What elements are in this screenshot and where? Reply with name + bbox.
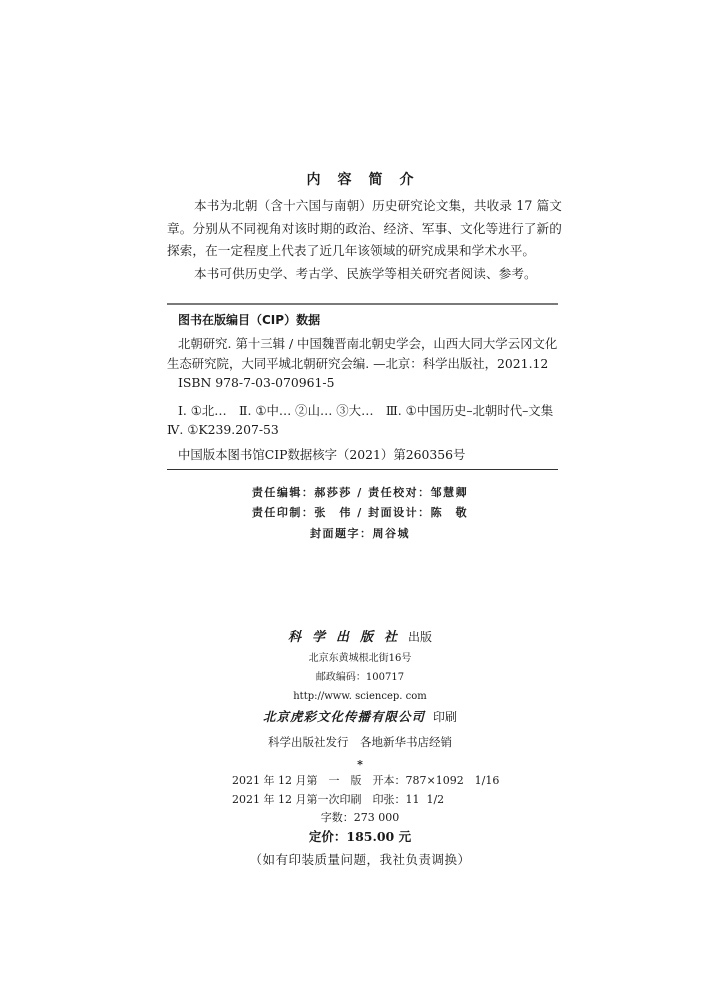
credits-editors: 责任编辑：郝莎莎 / 责任校对：邹慧卿: [251, 486, 469, 499]
cip-bottom-rule: [167, 469, 558, 470]
cip-heading: 图书在版编目（CIP）数据: [178, 313, 321, 327]
cip-approval-number: 中国版本图书馆CIP数据核字（2021）第260356号: [178, 447, 466, 462]
cip-classification: Ⅳ. ①K239.207-53: [167, 422, 279, 437]
distribution-line: 科学出版社发行 各地新华书店经销: [268, 735, 452, 749]
cip-title-line: 生态研究院，大同平城北朝研究会编. —北京：科学出版社，2021.12: [167, 356, 549, 371]
printing-line: 2021 年 12 月第一次印刷 印张：11 1/2: [232, 793, 445, 806]
publisher-line: [0, 629, 720, 646]
printer-name: 北京虎彩文化传播有限公司: [262, 709, 425, 724]
cip-isbn: ISBN 978-7-03-070961-5: [178, 375, 335, 390]
publisher-postcode: 邮政编码：100717: [315, 672, 405, 683]
summary-body: [167, 195, 562, 285]
publisher-address: 北京东黄城根北街16号: [308, 653, 412, 664]
credits-production: 责任印制：张 伟 / 封面设计：陈 敬: [251, 506, 469, 519]
cip-title-line: 北朝研究. 第十三辑 / 中国魏晋南北朝史学会，山西大同大学云冈文化: [178, 336, 558, 351]
summary-paragraph: 本书可供历史学、考古学、民族学等相关研究者阅读、参考。: [194, 265, 537, 281]
printer-action: 印刷: [433, 710, 458, 724]
summary-title: 内容简介: [306, 172, 431, 188]
summary-paragraph: 本书为北朝（含十六国与南朝）历史研究论文集，共收录 17 篇文章。分别从不同视角对该时期的政治、经济、军事、文化等进行了新的探索，在一定程度上代表了近几年该领域的研究成果和学术水平。: [167, 198, 562, 258]
separator-asterisk: *: [357, 758, 363, 771]
cip-classification: Ⅰ. ①北… Ⅱ. ①中… ②山… ③大… Ⅲ. ①中国历史–北朝时代–文集: [178, 403, 554, 418]
publisher-name: 科学出版社: [287, 630, 408, 645]
quality-notice: （如有印装质量问题，我社负责调换）: [249, 852, 471, 867]
printer-line: [0, 709, 720, 725]
edition-line: 2021 年 12 月第 一 版 开本：787×1092 1/16: [232, 774, 500, 787]
credits-cover-calligraphy: 封面题字：周谷城: [310, 527, 410, 540]
publisher-action: 出版: [408, 630, 433, 644]
word-count: 字数：273 000: [320, 811, 400, 824]
publisher-website: http://www. sciencep. com: [293, 691, 427, 702]
price: 定价：185.00 元: [308, 829, 412, 844]
cip-top-rule: [167, 303, 558, 305]
